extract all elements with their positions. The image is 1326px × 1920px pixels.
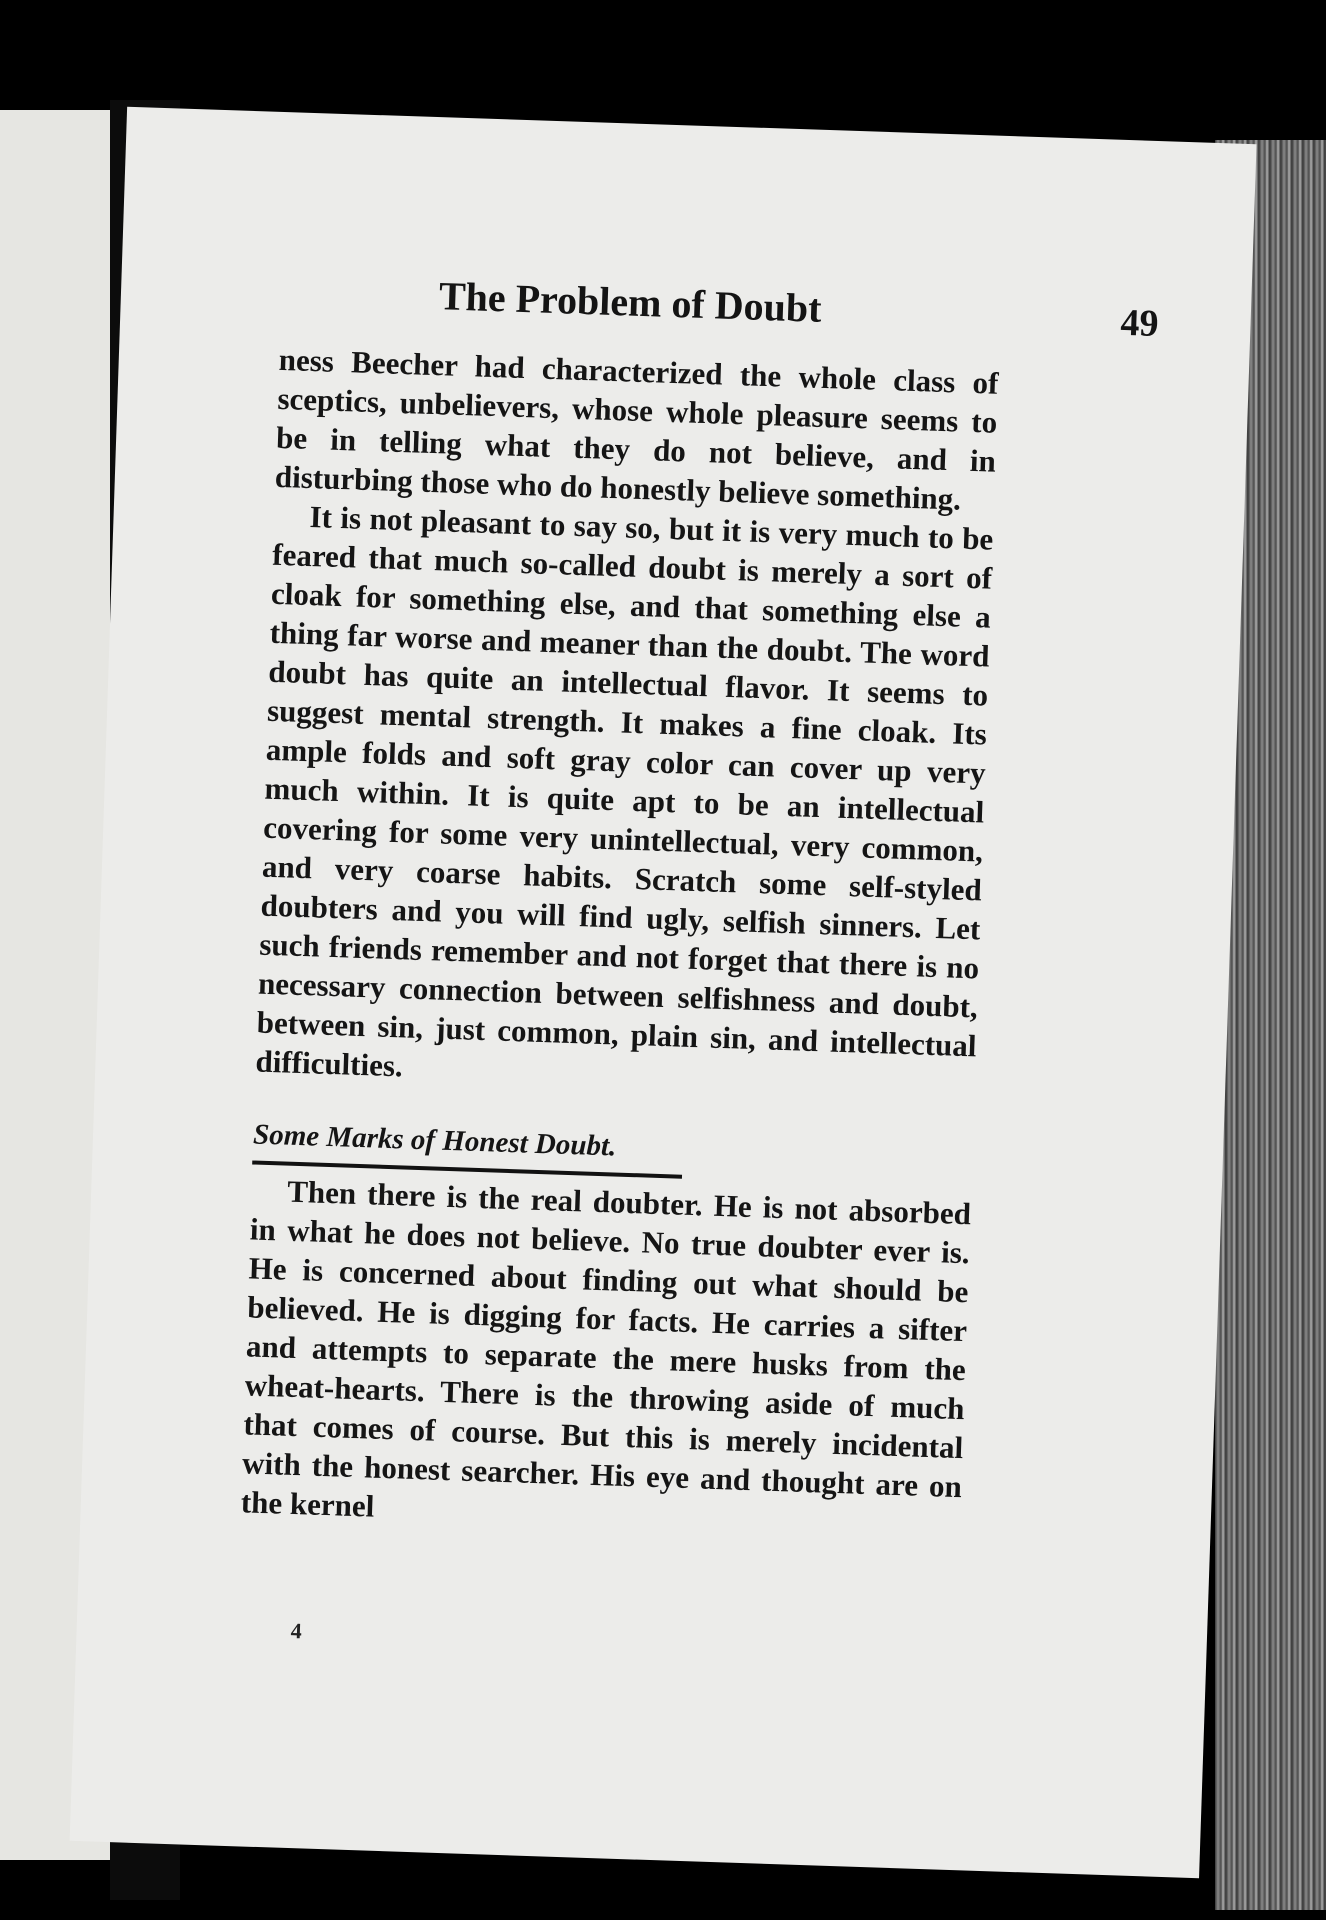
section-heading: Some Marks of Honest Doubt.: [252, 1114, 683, 1178]
paragraph: It is not pleasant to say so, but it is very much to be feared that much so-called doubt is merely a sort of cloak for something else, and that something else a thing far worse and meaner than the doubt. The word doubt has quite an intellectual flavor. It seems to suggest mental strength. It makes a fine cloak. Its ample folds and soft gray color can cover up very much within. It is quite apt to be an intellectual covering for some very unintellectual, very common, and very coarse habits. Scratch some self-styled doubters and you will find ugly, selfish sinners. Let such friends remember and not forget that there is no necessary connection between selfishness and doubt, between sin, just common, plain sin, and intellectual difficulties.: [255, 499, 994, 1084]
chapter-title: The Problem of Doubt: [438, 273, 823, 331]
running-head: [438, 272, 1160, 356]
book-page: [70, 107, 1257, 1879]
signature-mark: 4: [290, 1618, 303, 1644]
body-text: [240, 340, 999, 1545]
paragraph: ness Beecher had characterized the whole class of sceptics, unbelievers, whose whole pleasure seems to be in telling what they do not believe, and in disturbing those who do honestly believe something.: [274, 341, 1000, 517]
paragraph: Then there is the real doubter. He is not absorbed in what he does not believe. No true doubter ever is. He is concerned about finding out what should be believed. He is digging for facts. He carries a sifter and attempts to separate the mere husks from the wheat-hearts. There is the throwing aside of much that comes of course. But this is merely incidental with the honest searcher. His eye and thought are on the kernel: [240, 1173, 972, 1524]
page-number: 49: [1119, 301, 1160, 346]
